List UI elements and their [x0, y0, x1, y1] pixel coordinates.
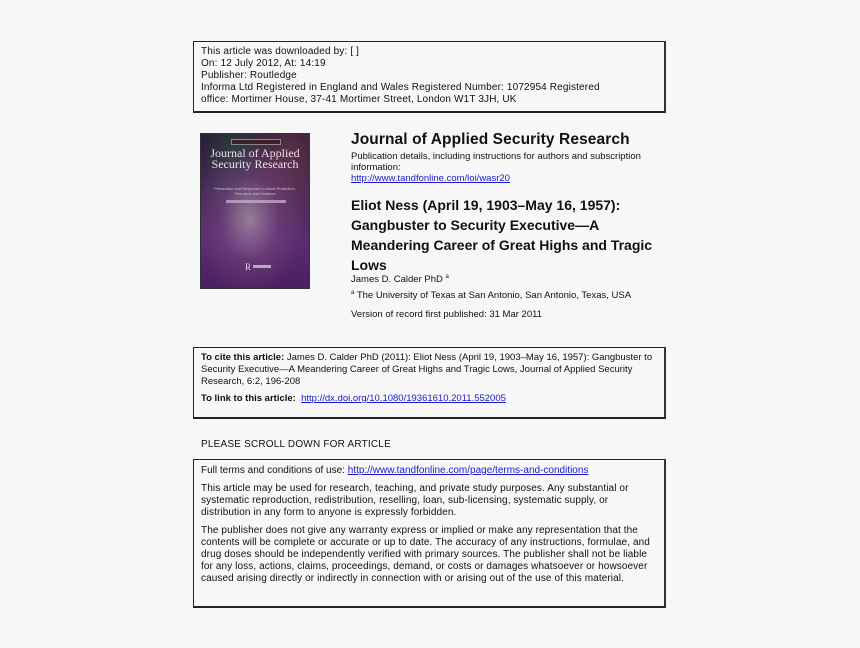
terms-line: [201, 465, 657, 477]
routledge-logo-icon: R: [245, 262, 252, 272]
cite-text: James D. Calder PhD (2011): Eliot Ness (April 19, 1903–May 16, 1957): Gangbuster to Security Executive—A Meandering Career of Great Highs and Tragic Lows, Journal of Applied Security Research, 6:2, 196-208: [201, 352, 653, 387]
download-by-line: This article was downloaded by: [ ]: [201, 46, 360, 57]
author-affiliation-marker: a: [445, 273, 449, 280]
link-label: To link to this article:: [201, 393, 296, 404]
publication-details: Publication details, including instructions for authors and subscription information:: [351, 151, 641, 173]
journal-title: Journal of Applied Security Research: [351, 131, 630, 148]
cover-publisher-mark: [253, 265, 271, 268]
disclaimer-paragraph: The publisher does not give any warranty express or implied or make any representation that the contents will be complete or accurate or up to date. The accuracy of any instructions, formulae, and drug doses should be independently verified with primary sources. The publisher shall not be liable for any loss, actions, claims, proceedings, demand, or costs or damages whatsoever or howsoever caused arising directly or indirectly in connection with or arising out of the use of this material.: [201, 525, 650, 584]
cover-subtitle: Prevention and Response to Asset Protection, Terrorism and Violence: [214, 186, 296, 196]
terms-label: Full terms and conditions of use:: [201, 465, 345, 476]
affiliation-text: The University of Texas at San Antonio, San Antonio, Texas, USA: [356, 290, 632, 301]
journal-url-link[interactable]: http://www.tandfonline.com/loi/wasr20: [351, 173, 510, 184]
journal-info: [351, 131, 661, 184]
usage-paragraph: This article may be used for research, teaching, and private study purposes. Any substantial or systematic reproduction, redistribution, reselling, loan, sub-licensing, systematic supply, or distribution in any form to anyone is expressly forbidden.: [201, 483, 629, 518]
citation-box: [193, 347, 666, 419]
registration-line: Informa Ltd Registered in England and Wales Registered Number: 1072954 Registered: [201, 82, 600, 93]
doi-link[interactable]: http://dx.doi.org/10.1080/19361610.2011.552005: [301, 393, 506, 404]
article-title: Eliot Ness (April 19, 1903–May 16, 1957): Gangbuster to Security Executive—A Meandering Career of Great Highs and Tragic Lows: [351, 197, 653, 273]
journal-cover-image: [200, 133, 310, 289]
version-of-record: Version of record first published: 31 Mar 2011: [351, 309, 542, 320]
download-date-line: On: 12 July 2012, At: 14:19: [201, 58, 326, 69]
publisher-line: Publisher: Routledge: [201, 70, 297, 81]
author-name: James D. Calder PhD: [351, 274, 443, 285]
author: [351, 274, 449, 285]
terms-link[interactable]: http://www.tandfonline.com/page/terms-and-conditions: [347, 465, 589, 476]
cover-issue-band: [231, 139, 281, 145]
scroll-notice: PLEASE SCROLL DOWN FOR ARTICLE: [201, 439, 391, 450]
cite-label: To cite this article:: [201, 352, 285, 363]
article-link-line: [201, 393, 657, 405]
cover-divider: [226, 200, 286, 203]
download-info-box: [193, 41, 666, 113]
office-line: office: Mortimer House, 37-41 Mortimer Street, London W1T 3JH, UK: [201, 94, 517, 105]
terms-box: [193, 459, 666, 608]
affiliation-marker: a: [351, 289, 355, 296]
cover-title: Journal of Applied Security Research: [210, 146, 300, 171]
affiliation: [351, 290, 631, 301]
citation: [201, 352, 657, 388]
